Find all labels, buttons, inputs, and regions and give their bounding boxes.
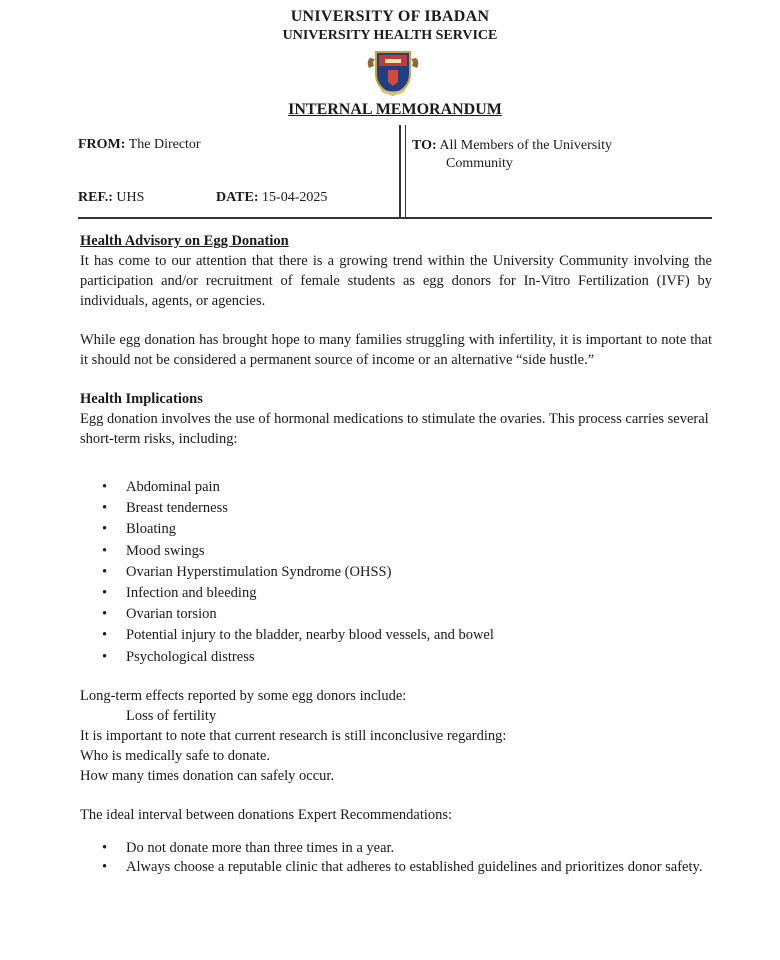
longterm-intro: Long-term effects reported by some egg donors include: bbox=[80, 687, 407, 704]
list-item: • Ovarian Hyperstimulation Syndrome (OHSS) bbox=[80, 562, 712, 583]
to-value-line2: Community bbox=[446, 156, 513, 171]
research-question-1: Who is medically safe to donate. bbox=[80, 747, 271, 764]
list-item: • Potential injury to the bladder, nearby blood vessels, and bowel bbox=[80, 625, 712, 646]
from-label: FROM: bbox=[78, 137, 126, 152]
date-value: 15-04-2025 bbox=[262, 190, 328, 205]
university-name: UNIVERSITY OF IBADAN bbox=[290, 8, 490, 25]
date-label: DATE: bbox=[216, 190, 259, 205]
risk-list bbox=[80, 477, 712, 668]
ref-field bbox=[78, 190, 144, 206]
header-divider-thin bbox=[405, 125, 406, 218]
from-value: The Director bbox=[128, 137, 201, 152]
header-rule bbox=[78, 217, 712, 219]
to-label: TO: bbox=[412, 138, 437, 153]
research-note: It is important to note that current research is still inconclusive regarding: bbox=[80, 727, 507, 744]
ref-value: UHS bbox=[116, 190, 145, 205]
from-field bbox=[78, 137, 201, 153]
ref-label: REF.: bbox=[78, 190, 113, 205]
to-field bbox=[412, 137, 682, 173]
list-item: • Always choose a reputable clinic that adheres to established guidelines and prioritizes donor safety. bbox=[80, 858, 712, 877]
list-item: • Do not donate more than three times in a year. bbox=[80, 839, 712, 858]
recommendations-intro: The ideal interval between donations Expert Recommendations: bbox=[80, 806, 453, 823]
to-value-line1: All Members of the University bbox=[439, 138, 613, 153]
list-item: • Infection and bleeding bbox=[80, 583, 712, 604]
list-item: • Breast tenderness bbox=[80, 498, 712, 519]
advisory-paragraph-2: While egg donation has brought hope to many families struggling with infertility, it is important to note that it should not be considered a permanent source of income or an alternative “side hustle.” bbox=[80, 332, 712, 368]
longterm-item: Loss of fertility bbox=[126, 707, 217, 724]
list-item: • Mood swings bbox=[80, 541, 712, 562]
list-item: • Abdominal pain bbox=[80, 477, 712, 498]
advisory-paragraph-1: It has come to our attention that there is a growing trend within the University Community involving the participation and/or recruitment of female students as egg donors for In-Vitro Fertilization (IVF) by individuals, agents, or agencies. bbox=[80, 253, 712, 309]
health-implications-intro: Egg donation involves the use of hormonal medications to stimulate the ovaries. This process carries several short-term risks, including: bbox=[80, 411, 709, 447]
list-item: • Psychological distress bbox=[80, 647, 712, 668]
memo-title: INTERNAL MEMORANDUM bbox=[288, 101, 502, 118]
recommendations-list bbox=[80, 839, 712, 877]
list-item: • Bloating bbox=[80, 519, 712, 540]
university-crest-logo bbox=[366, 48, 420, 98]
memo-body bbox=[80, 231, 712, 877]
service-name: UNIVERSITY HEALTH SERVICE bbox=[282, 28, 498, 43]
list-item: • Ovarian torsion bbox=[80, 604, 712, 625]
advisory-title: Health Advisory on Egg Donation bbox=[80, 233, 289, 249]
header-divider bbox=[399, 125, 401, 218]
date-field bbox=[216, 190, 327, 206]
health-implications-heading: Health Implications bbox=[80, 391, 203, 407]
research-question-2: How many times donation can safely occur. bbox=[80, 767, 335, 784]
